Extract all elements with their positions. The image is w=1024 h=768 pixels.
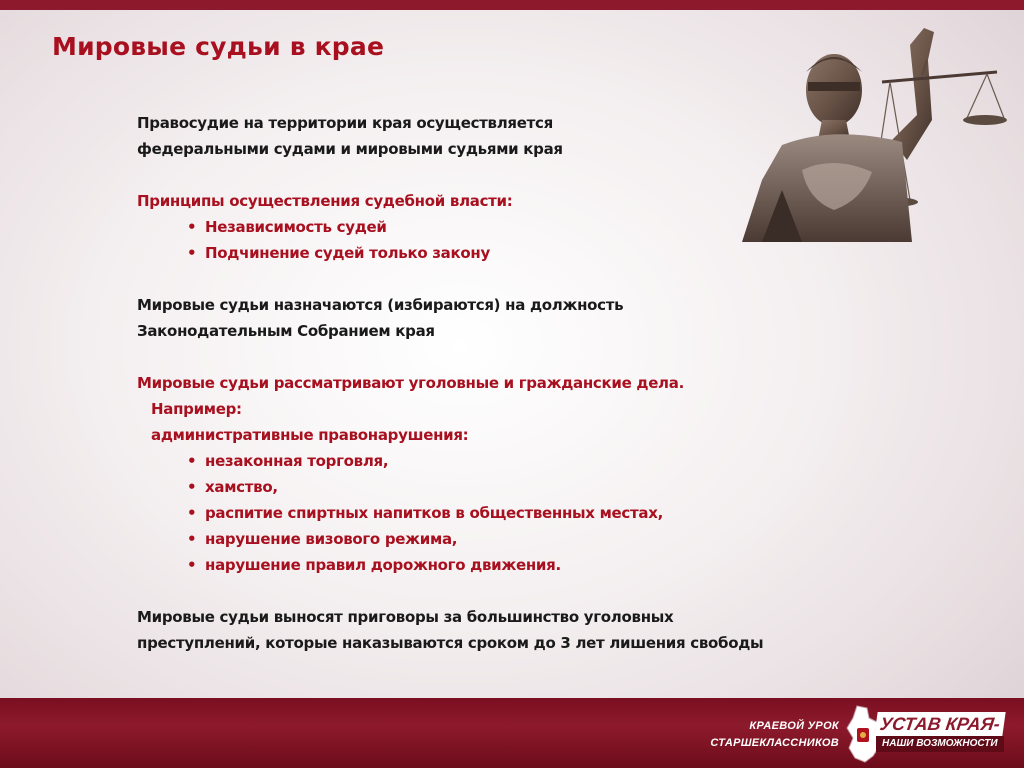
list-item: • нарушение правил дорожного движения. xyxy=(187,552,837,578)
top-bar xyxy=(0,0,1024,10)
footer-line-2: СТАРШЕКЛАССНИКОВ xyxy=(710,737,839,749)
footer-band xyxy=(0,698,1024,768)
appointment-line-1: Мировые судьи назначаются (избираются) на должность xyxy=(137,296,624,314)
brand-main: УСТАВ КРАЯ- xyxy=(874,712,1005,736)
brand-logo xyxy=(876,712,1004,754)
list-item: • Подчинение судей только закону xyxy=(187,240,837,266)
brand-sub: НАШИ ВОЗМОЖНОСТИ xyxy=(876,736,1004,752)
list-item: • распитие спиртных напитков в общественных местах, xyxy=(187,500,837,526)
slide-title: Мировые судьи в крае xyxy=(52,32,385,61)
sentences-line-1: Мировые судьи выносят приговоры за большинство уголовных xyxy=(137,608,674,626)
slide-body xyxy=(137,110,837,656)
cases-admin: административные правонарушения: xyxy=(151,426,469,444)
list-item: • незаконная торговля, xyxy=(187,448,837,474)
list-item: • нарушение визового режима, xyxy=(187,526,837,552)
footer-caption xyxy=(710,718,839,752)
principles-heading: Принципы осуществления судебной власти: xyxy=(137,192,513,210)
list-item: • хамство, xyxy=(187,474,837,500)
cases-heading: Мировые судьи рассматривают уголовные и гражданские дела. xyxy=(137,374,684,392)
footer-line-1: КРАЕВОЙ УРОК xyxy=(749,720,839,732)
cases-list xyxy=(137,448,837,578)
principles-list xyxy=(137,214,837,266)
cases-example: Например: xyxy=(151,400,242,418)
sentences-line-2: преступлений, которые наказываются сроком до 3 лет лишения свободы xyxy=(137,634,764,652)
appointment-line-2: Законодательным Собранием края xyxy=(137,322,435,340)
intro-line-1: Правосудие на территории края осуществляется xyxy=(137,114,553,132)
list-item: • Независимость судей xyxy=(187,214,837,240)
intro-line-2: федеральными судами и мировыми судьями края xyxy=(137,140,563,158)
